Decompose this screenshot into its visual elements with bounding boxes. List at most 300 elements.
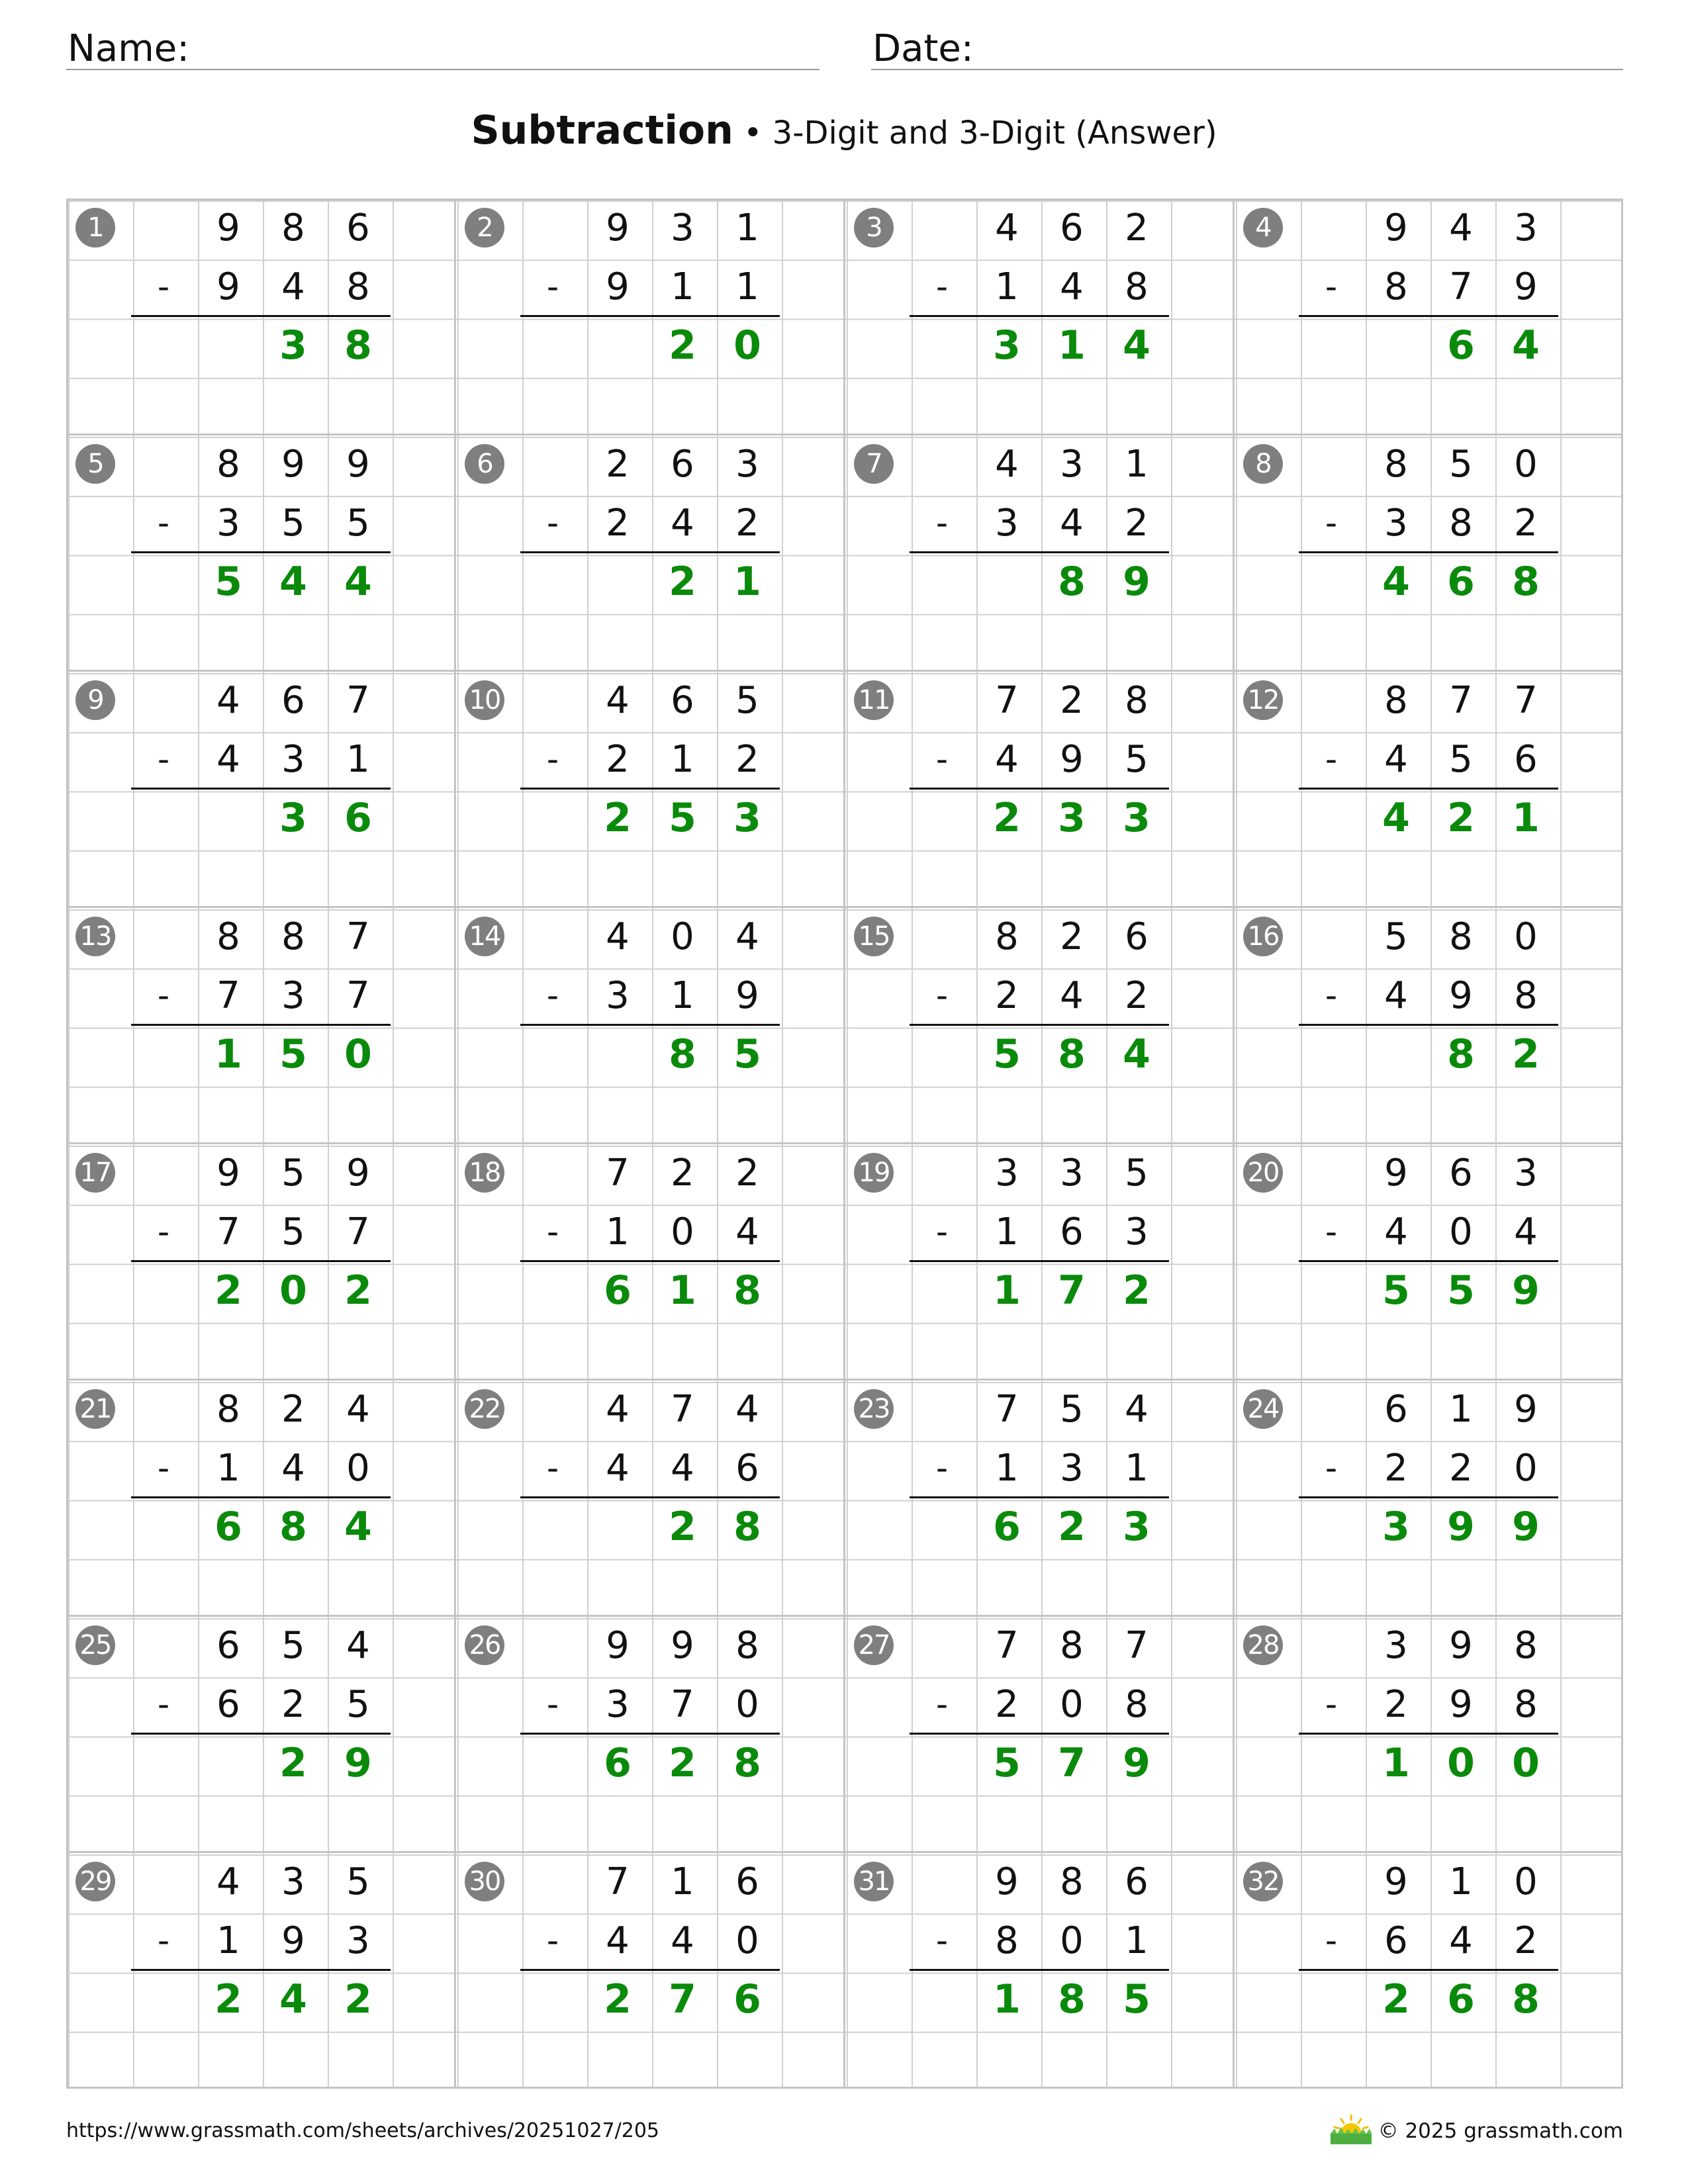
top-digit: 7 [995, 1388, 1019, 1431]
problem-21 [66, 1380, 455, 1616]
answer-digit: 3 [1123, 795, 1150, 841]
answer-digit: 8 [279, 1504, 307, 1550]
answer-digit: 8 [669, 1031, 696, 1077]
bottom-digit: 9 [1449, 974, 1473, 1017]
problem-number-badge: 18 [465, 1153, 504, 1193]
bottom-digit: 1 [995, 1447, 1019, 1490]
bottom-digit: 4 [281, 265, 305, 308]
answer-digit: 2 [279, 1740, 307, 1786]
bottom-digit: 1 [995, 1210, 1019, 1253]
problem-number-badge: 2 [465, 208, 504, 248]
answer-rule [910, 788, 1169, 790]
answer-digit: 1 [1382, 1740, 1410, 1786]
answer-digit: 2 [1512, 1031, 1540, 1077]
top-digit: 4 [995, 206, 1019, 250]
answer-digit: 2 [669, 322, 696, 369]
bottom-digit: 2 [1514, 502, 1538, 545]
bottom-digit: 4 [671, 502, 694, 545]
answer-digit: 2 [344, 1976, 372, 2023]
top-digit: 4 [346, 1388, 370, 1431]
minus-sign: - [546, 504, 559, 542]
answer-digit: 9 [1447, 1504, 1475, 1550]
answer-digit: 5 [214, 559, 242, 605]
top-digit: 8 [1384, 443, 1408, 486]
top-digit: 9 [606, 1624, 630, 1667]
minus-sign: - [546, 1212, 559, 1251]
minus-sign: - [157, 1685, 170, 1723]
bottom-digit: 2 [606, 502, 630, 545]
top-digit: 9 [1384, 1860, 1408, 1903]
answer-digit: 9 [1512, 1504, 1540, 1550]
problem-number-badge: 29 [75, 1862, 115, 1901]
top-digit: 9 [346, 443, 370, 486]
bottom-digit: 6 [1514, 738, 1538, 781]
answer-digit: 6 [993, 1504, 1021, 1550]
top-digit: 7 [1449, 679, 1473, 722]
answer-digit: 9 [1512, 1267, 1540, 1314]
answer-digit: 5 [1447, 1267, 1475, 1314]
name-field[interactable] [66, 24, 820, 70]
minus-sign: - [546, 1685, 559, 1723]
minus-sign: - [935, 1449, 949, 1487]
answer-digit: 5 [733, 1031, 761, 1077]
bottom-digit: 2 [1384, 1683, 1408, 1726]
answer-digit: 8 [733, 1267, 761, 1314]
top-digit: 3 [1384, 1624, 1408, 1667]
bottom-digit: 9 [281, 1919, 305, 1962]
answer-digit: 2 [344, 1267, 372, 1314]
problem-27 [845, 1616, 1234, 1852]
bottom-digit: 2 [606, 738, 630, 781]
top-digit: 6 [1384, 1388, 1408, 1431]
problem-8 [1234, 435, 1623, 671]
answer-digit: 9 [344, 1740, 372, 1786]
answer-rule [131, 788, 391, 790]
bottom-digit: 9 [735, 974, 759, 1017]
bottom-digit: 4 [671, 1447, 694, 1490]
answer-digit: 3 [993, 322, 1021, 369]
grass-sun-logo-icon [1328, 2113, 1374, 2147]
top-digit: 4 [995, 443, 1019, 486]
answer-digit: 1 [214, 1031, 242, 1077]
answer-digit: 6 [604, 1740, 632, 1786]
top-digit: 8 [216, 915, 240, 958]
bottom-digit: 9 [1449, 1683, 1473, 1726]
answer-digit: 2 [669, 1740, 696, 1786]
top-digit: 7 [606, 1860, 630, 1903]
answer-digit: 1 [1058, 322, 1086, 369]
problem-number-badge: 31 [854, 1862, 894, 1901]
top-digit: 7 [346, 915, 370, 958]
problem-number-badge: 13 [75, 917, 115, 956]
bottom-digit: 1 [1125, 1447, 1149, 1490]
bottom-digit: 8 [346, 265, 370, 308]
bottom-digit: 8 [1125, 265, 1149, 308]
minus-sign: - [935, 267, 949, 306]
problem-7 [845, 435, 1234, 671]
top-digit: 8 [281, 915, 305, 958]
bottom-digit: 3 [1384, 502, 1408, 545]
bottom-digit: 4 [1060, 265, 1084, 308]
bottom-digit: 2 [995, 1683, 1019, 1726]
bottom-digit: 4 [606, 1447, 630, 1490]
title-subtitle: • 3-Digit and 3-Digit (Answer) [733, 114, 1217, 152]
worksheet-title [0, 107, 1688, 156]
problem-13 [66, 907, 455, 1144]
problem-number-badge: 20 [1243, 1153, 1283, 1193]
bottom-digit: 3 [1125, 1210, 1149, 1253]
bottom-digit: 0 [1449, 1210, 1473, 1253]
answer-digit: 5 [993, 1031, 1021, 1077]
bottom-digit: 0 [1060, 1919, 1084, 1962]
top-digit: 6 [671, 679, 694, 722]
bottom-digit: 7 [216, 974, 240, 1017]
bottom-digit: 5 [281, 1210, 305, 1253]
answer-digit: 2 [604, 1976, 632, 2023]
answer-rule [1299, 788, 1558, 790]
bottom-digit: 4 [1384, 974, 1408, 1017]
minus-sign: - [546, 1449, 559, 1487]
top-digit: 6 [735, 1860, 759, 1903]
problem-number-badge: 30 [465, 1862, 504, 1901]
answer-digit: 3 [1382, 1504, 1410, 1550]
answer-digit [585, 1498, 650, 1557]
top-digit: 3 [1514, 1152, 1538, 1195]
bottom-digit: 7 [346, 974, 370, 1017]
minus-sign: - [157, 267, 170, 306]
answer-rule [1299, 1969, 1558, 1971]
problem-5 [66, 435, 455, 671]
answer-digit: 4 [279, 559, 307, 605]
top-digit: 3 [1060, 443, 1084, 486]
problem-24 [1234, 1380, 1623, 1616]
answer-digit: 8 [1512, 1976, 1540, 2023]
minus-sign: - [157, 1449, 170, 1487]
answer-rule [1299, 551, 1558, 553]
top-digit: 9 [1449, 1624, 1473, 1667]
top-digit: 2 [606, 443, 630, 486]
date-label: Date: [872, 27, 974, 70]
bottom-digit: 4 [995, 738, 1019, 781]
top-digit: 2 [671, 1152, 694, 1195]
top-digit: 4 [606, 915, 630, 958]
answer-rule [520, 315, 780, 317]
answer-rule [520, 1969, 780, 1971]
problem-number-badge: 7 [854, 444, 894, 484]
top-digit: 9 [606, 206, 630, 250]
top-digit: 7 [995, 1624, 1019, 1667]
top-digit: 4 [216, 679, 240, 722]
minus-sign: - [546, 267, 559, 306]
bottom-digit: 5 [281, 502, 305, 545]
problem-number-badge: 27 [854, 1625, 894, 1665]
top-digit: 4 [735, 1388, 759, 1431]
top-digit: 1 [1449, 1860, 1473, 1903]
top-digit: 5 [1060, 1388, 1084, 1431]
answer-rule [910, 1260, 1169, 1262]
answer-digit: 2 [1447, 795, 1475, 841]
top-digit: 8 [1060, 1624, 1084, 1667]
answer-digit [585, 553, 650, 612]
answer-digit: 2 [1382, 1976, 1410, 2023]
answer-rule [131, 1260, 391, 1262]
answer-rule [520, 1260, 780, 1262]
bottom-digit: 2 [1449, 1447, 1473, 1490]
minus-sign: - [935, 976, 949, 1015]
bottom-digit: 8 [1449, 502, 1473, 545]
top-digit: 6 [216, 1624, 240, 1667]
bottom-digit: 0 [346, 1447, 370, 1490]
answer-rule [131, 1733, 391, 1735]
answer-digit: 0 [733, 322, 761, 369]
answer-rule [131, 1496, 391, 1498]
problem-32 [1234, 1852, 1623, 2089]
answer-digit [196, 1734, 261, 1793]
bottom-digit: 3 [1060, 1447, 1084, 1490]
answer-digit: 1 [993, 1267, 1021, 1314]
bottom-digit: 4 [1060, 502, 1084, 545]
top-digit: 8 [281, 206, 305, 250]
minus-sign: - [1325, 1921, 1338, 1960]
answer-digit: 5 [1123, 1976, 1150, 2023]
answer-rule [1299, 1260, 1558, 1262]
bottom-digit: 2 [281, 1683, 305, 1726]
problem-17 [66, 1144, 455, 1380]
bottom-digit: 2 [1125, 502, 1149, 545]
top-digit: 7 [995, 679, 1019, 722]
problem-12 [1234, 671, 1623, 907]
answer-digit: 4 [279, 1976, 307, 2023]
minus-sign: - [935, 1212, 949, 1251]
problem-number-badge: 26 [465, 1625, 504, 1665]
answer-digit: 7 [1058, 1740, 1086, 1786]
minus-sign: - [1325, 740, 1338, 778]
problem-4 [1234, 199, 1623, 435]
problem-number-badge: 21 [75, 1389, 115, 1429]
bottom-digit: 6 [1384, 1919, 1408, 1962]
minus-sign: - [157, 1212, 170, 1251]
bottom-digit: 3 [346, 1919, 370, 1962]
minus-sign: - [157, 504, 170, 542]
top-digit: 2 [281, 1388, 305, 1431]
answer-digit: 5 [993, 1740, 1021, 1786]
problem-10 [455, 671, 845, 907]
answer-rule [910, 1024, 1169, 1026]
problem-number-badge: 12 [1243, 680, 1283, 720]
top-digit: 6 [1125, 915, 1149, 958]
top-digit: 8 [1514, 1624, 1538, 1667]
bottom-digit: 4 [281, 1447, 305, 1490]
problem-number-badge: 10 [465, 680, 504, 720]
top-digit: 4 [606, 1388, 630, 1431]
top-digit: 6 [1449, 1152, 1473, 1195]
footer-url[interactable]: https://www.grassmath.com/sheets/archives/20251027/205 [66, 2119, 660, 2142]
minus-sign: - [1325, 504, 1338, 542]
problem-number-badge: 19 [854, 1153, 894, 1193]
problem-number-badge: 17 [75, 1153, 115, 1193]
bottom-digit: 1 [216, 1919, 240, 1962]
problem-6 [455, 435, 845, 671]
answer-digit [585, 1025, 650, 1084]
problem-number-badge: 22 [465, 1389, 504, 1429]
bottom-digit: 9 [1514, 265, 1538, 308]
answer-rule [1299, 1733, 1558, 1735]
answer-rule [1299, 1024, 1558, 1026]
top-digit: 7 [671, 1388, 694, 1431]
top-digit: 1 [1449, 1388, 1473, 1431]
bottom-digit: 7 [346, 1210, 370, 1253]
bottom-digit: 6 [735, 1447, 759, 1490]
top-digit: 5 [1384, 915, 1408, 958]
title-main: Subtraction [471, 107, 733, 154]
answer-digit: 2 [214, 1976, 242, 2023]
bottom-digit: 6 [216, 1683, 240, 1726]
bottom-digit: 0 [1514, 1447, 1538, 1490]
problem-3 [845, 199, 1234, 435]
answer-digit [1364, 1025, 1429, 1084]
bottom-digit: 8 [1384, 265, 1408, 308]
top-digit: 0 [671, 915, 694, 958]
footer-copyright: © 2025 grassmath.com [1378, 2119, 1623, 2143]
top-digit: 9 [216, 206, 240, 250]
answer-digit: 8 [1058, 559, 1086, 605]
bottom-digit: 4 [1384, 1210, 1408, 1253]
problem-number-badge: 4 [1243, 208, 1283, 248]
bottom-digit: 2 [735, 502, 759, 545]
bottom-digit: 7 [671, 1683, 694, 1726]
answer-digit: 8 [733, 1504, 761, 1550]
bottom-digit: 1 [606, 1210, 630, 1253]
bottom-digit: 2 [1384, 1447, 1408, 1490]
bottom-digit: 5 [1449, 738, 1473, 781]
minus-sign: - [546, 740, 559, 778]
top-digit: 4 [1125, 1388, 1149, 1431]
problem-number-badge: 6 [465, 444, 504, 484]
answer-digit: 2 [1058, 1504, 1086, 1550]
top-digit: 7 [606, 1152, 630, 1195]
date-field[interactable] [871, 24, 1623, 70]
problem-number-badge: 11 [854, 680, 894, 720]
top-digit: 9 [281, 443, 305, 486]
answer-digit: 2 [669, 559, 696, 605]
problem-number-badge: 28 [1243, 1625, 1283, 1665]
bottom-digit: 2 [1125, 974, 1149, 1017]
minus-sign: - [157, 740, 170, 778]
top-digit: 8 [995, 915, 1019, 958]
problem-31 [845, 1852, 1234, 2089]
answer-digit: 4 [1512, 322, 1540, 369]
top-digit: 3 [995, 1152, 1019, 1195]
answer-digit: 2 [993, 795, 1021, 841]
bottom-digit: 9 [606, 265, 630, 308]
answer-digit: 6 [604, 1267, 632, 1314]
top-digit: 4 [1449, 206, 1473, 250]
top-digit: 9 [1514, 1388, 1538, 1431]
problem-number-badge: 15 [854, 917, 894, 956]
bottom-digit: 4 [1060, 974, 1084, 1017]
minus-sign: - [546, 1921, 559, 1960]
top-digit: 1 [671, 1860, 694, 1903]
bottom-digit: 0 [735, 1683, 759, 1726]
answer-digit: 3 [279, 795, 307, 841]
answer-rule [520, 551, 780, 553]
bottom-digit: 3 [281, 738, 305, 781]
answer-rule [910, 1733, 1169, 1735]
top-digit: 8 [216, 1388, 240, 1431]
problem-29 [66, 1852, 455, 2089]
answer-digit: 8 [344, 322, 372, 369]
name-label: Name: [68, 27, 190, 70]
bottom-digit: 8 [1514, 974, 1538, 1017]
answer-rule [520, 788, 780, 790]
bottom-digit: 5 [346, 1683, 370, 1726]
answer-rule [910, 1496, 1169, 1498]
bottom-digit: 8 [1514, 1683, 1538, 1726]
problem-19 [845, 1144, 1234, 1380]
top-digit: 2 [1060, 679, 1084, 722]
answer-digit: 8 [733, 1740, 761, 1786]
problem-number-badge: 24 [1243, 1389, 1283, 1429]
minus-sign: - [1325, 976, 1338, 1015]
problem-number-badge: 5 [75, 444, 115, 484]
answer-digit: 4 [1123, 1031, 1150, 1077]
problem-number-badge: 25 [75, 1625, 115, 1665]
bottom-digit: 1 [995, 265, 1019, 308]
answer-rule [131, 1024, 391, 1026]
answer-digit: 7 [669, 1976, 696, 2023]
bottom-digit: 1 [735, 265, 759, 308]
problem-14 [455, 907, 845, 1144]
problem-22 [455, 1380, 845, 1616]
bottom-digit: 2 [1514, 1919, 1538, 1962]
top-digit: 4 [606, 679, 630, 722]
problem-16 [1234, 907, 1623, 1144]
answer-rule [1299, 1496, 1558, 1498]
minus-sign: - [935, 1685, 949, 1723]
answer-digit [1364, 316, 1429, 375]
bottom-digit: 5 [346, 502, 370, 545]
answer-digit: 1 [993, 1976, 1021, 2023]
bottom-digit: 3 [216, 502, 240, 545]
answer-digit: 1 [1512, 795, 1540, 841]
answer-digit: 5 [669, 795, 696, 841]
bottom-digit: 4 [1384, 738, 1408, 781]
bottom-digit: 4 [735, 1210, 759, 1253]
minus-sign: - [1325, 1449, 1338, 1487]
minus-sign: - [1325, 1212, 1338, 1251]
problem-number-badge: 32 [1243, 1862, 1283, 1901]
answer-digit: 2 [669, 1504, 696, 1550]
problem-28 [1234, 1616, 1623, 1852]
bottom-digit: 1 [671, 974, 694, 1017]
top-digit: 8 [735, 1624, 759, 1667]
problem-15 [845, 907, 1234, 1144]
minus-sign: - [157, 976, 170, 1015]
answer-digit [974, 553, 1039, 612]
answer-digit: 9 [1123, 1740, 1150, 1786]
top-digit: 0 [1514, 443, 1538, 486]
answer-rule [131, 551, 391, 553]
top-digit: 4 [216, 1860, 240, 1903]
bottom-digit: 4 [1449, 1919, 1473, 1962]
minus-sign: - [1325, 1685, 1338, 1723]
bottom-digit: 9 [1060, 738, 1084, 781]
top-digit: 6 [1125, 1860, 1149, 1903]
answer-digit: 5 [1382, 1267, 1410, 1314]
problem-20 [1234, 1144, 1623, 1380]
top-digit: 5 [735, 679, 759, 722]
problem-number-badge: 3 [854, 208, 894, 248]
